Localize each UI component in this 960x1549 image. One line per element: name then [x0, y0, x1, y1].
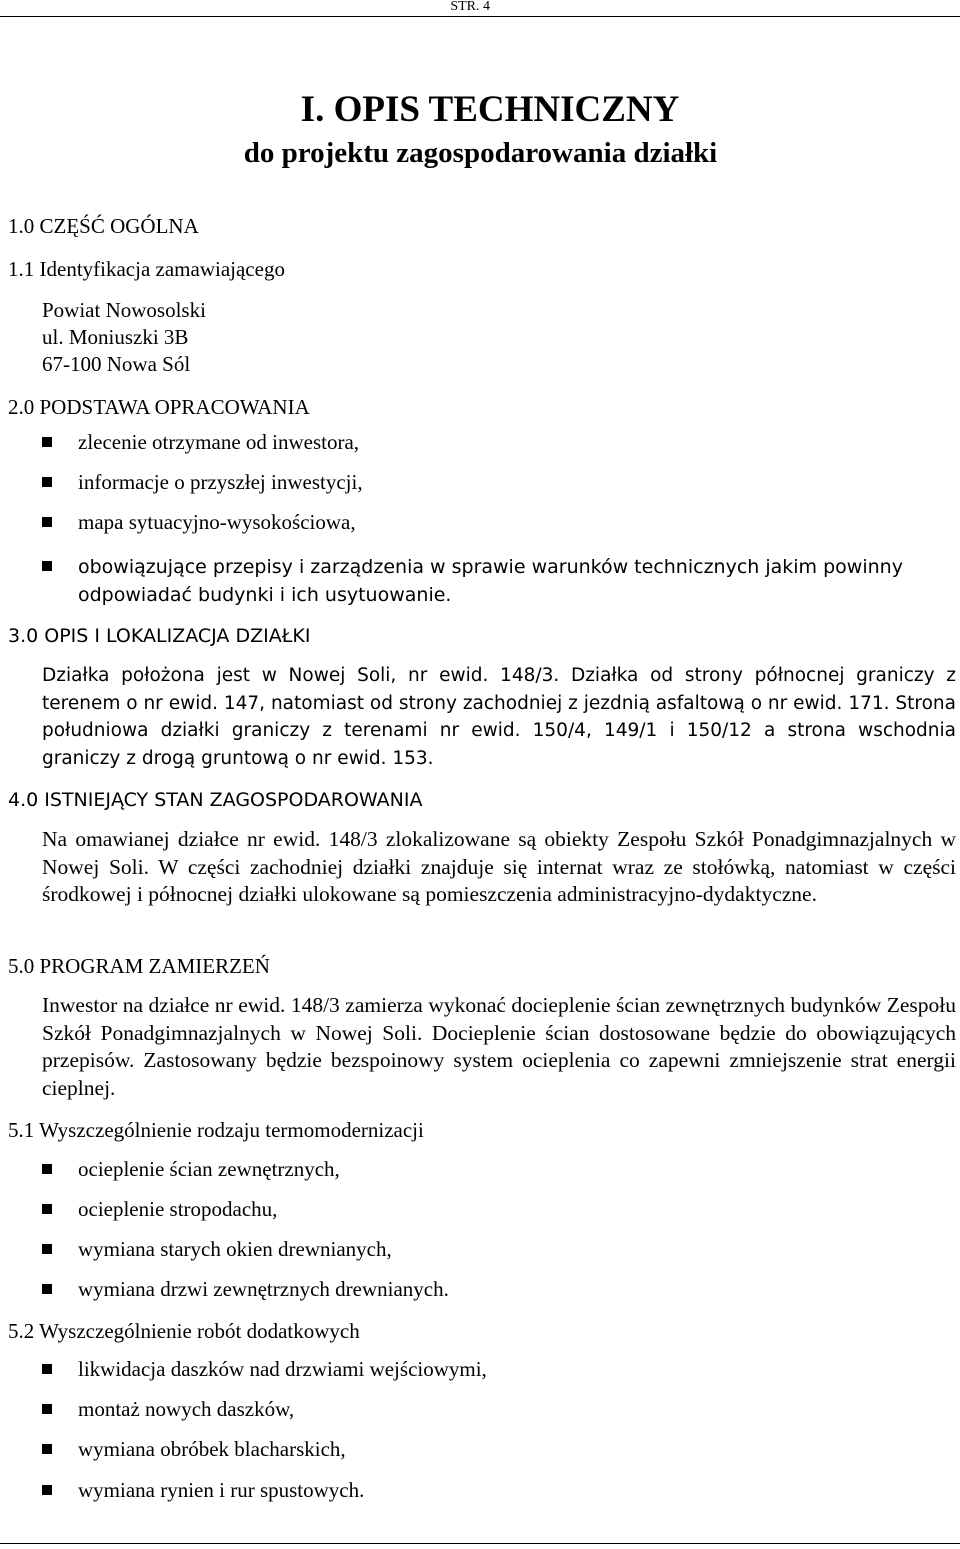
list-item: wymiana rynien i rur spustowych.	[78, 1478, 365, 1502]
bullet-icon	[42, 1284, 52, 1294]
bullet-icon	[42, 1164, 52, 1174]
list-item: ocieplenie stropodachu,	[78, 1197, 278, 1221]
bullet-icon	[42, 1364, 52, 1374]
footer-rule	[0, 1543, 960, 1544]
list-item-continuation: odpowiadać budynki i ich usytuowanie.	[78, 584, 452, 606]
list-item: wymiana drzwi zewnętrznych drewnianych.	[78, 1277, 449, 1301]
list-item: zlecenie otrzymane od inwestora,	[78, 430, 360, 454]
section-heading-3: 3.0 OPIS I LOKALIZACJA DZIAŁKI	[8, 625, 311, 647]
document-title: I. OPIS TECHNICZNY	[300, 89, 680, 130]
section-heading-4: 4.0 ISTNIEJĄCY STAN ZAGOSPODAROWANIA	[8, 789, 423, 811]
bullet-icon	[42, 561, 52, 571]
section-5-text: Inwestor na działce nr ewid. 148/3 zamierza wykonać docieplenie ścian zewnętrznych budynków Zespołu Szkół Ponadgimnazjalnych w Nowej Soli. Docieplenie ścian dostosowane będzie do obowiązujących przepisów. Zastosowany będzie bezspoinowy system ocieplenia co zapewni zmniejszenie strat energii cieplnej.	[42, 993, 956, 1100]
document-subtitle: do projektu zagospodarowania działki	[243, 137, 718, 169]
bullet-icon	[42, 517, 52, 527]
section-3-text: Działka położona jest w Nowej Soli, nr ewid. 148/3. Działka od strony północnej graniczy z terenem o nr ewid. 147, natomiast od strony zachodniej z jezdnią asfaltową o nr ewid. 171. Strona południowa działki graniczy z terenami nr ewid. 150/4, 149/1 i 150/12 a strona wschodnia graniczy z drogą gruntową o nr ewid. 153.	[42, 665, 956, 769]
section-heading-5-1: 5.1 Wyszczególnienie rodzaju termomodernizacji	[8, 1118, 424, 1142]
bullet-icon	[42, 437, 52, 447]
section-heading-1-1: 1.1 Identyfikacja zamawiającego	[8, 257, 285, 281]
list-item: ocieplenie ścian zewnętrznych,	[78, 1157, 340, 1181]
bullet-icon	[42, 1244, 52, 1254]
list-item: montaż nowych daszków,	[78, 1397, 295, 1421]
page-number: STR. 4	[450, 0, 490, 14]
section-heading-2: 2.0 PODSTAWA OPRACOWANIA	[8, 395, 310, 419]
bullet-icon	[42, 1204, 52, 1214]
address-line: Powiat Nowosolski	[42, 298, 206, 322]
section-heading-5: 5.0 PROGRAM ZAMIERZEŃ	[8, 954, 270, 978]
address-line: 67-100 Nowa Sól	[42, 352, 191, 376]
list-item: informacje o przyszłej inwestycji,	[78, 470, 363, 494]
section-4-text: Na omawianej działce nr ewid. 148/3 zlokalizowane są obiekty Zespołu Szkół Ponadgimnazjalnych w Nowej Soli. W części zachodniej działki znajduje się internat wraz ze stołówką, natomiast w części środkowej i północnej działki ulokowane są pomieszczenia administracyjno-dydaktyczne.	[42, 827, 956, 906]
bullet-icon	[42, 1485, 52, 1495]
bullet-icon	[42, 1404, 52, 1414]
bullet-icon	[42, 477, 52, 487]
address-line: ul. Moniuszki 3B	[42, 325, 189, 349]
section-heading-5-2: 5.2 Wyszczególnienie robót dodatkowych	[8, 1319, 360, 1343]
list-item: likwidacja daszków nad drzwiami wejściowymi,	[78, 1357, 487, 1381]
list-item: wymiana obróbek blacharskich,	[78, 1437, 346, 1461]
list-item: wymiana starych okien drewnianych,	[78, 1237, 392, 1261]
bullet-icon	[42, 1444, 52, 1454]
page-header	[0, 0, 960, 17]
list-item: mapa sytuacyjno-wysokościowa,	[78, 510, 356, 534]
section-heading-1: 1.0 CZĘŚĆ OGÓLNA	[8, 214, 199, 238]
list-item: obowiązujące przepisy i zarządzenia w sprawie warunków technicznych jakim powinny	[78, 556, 903, 578]
